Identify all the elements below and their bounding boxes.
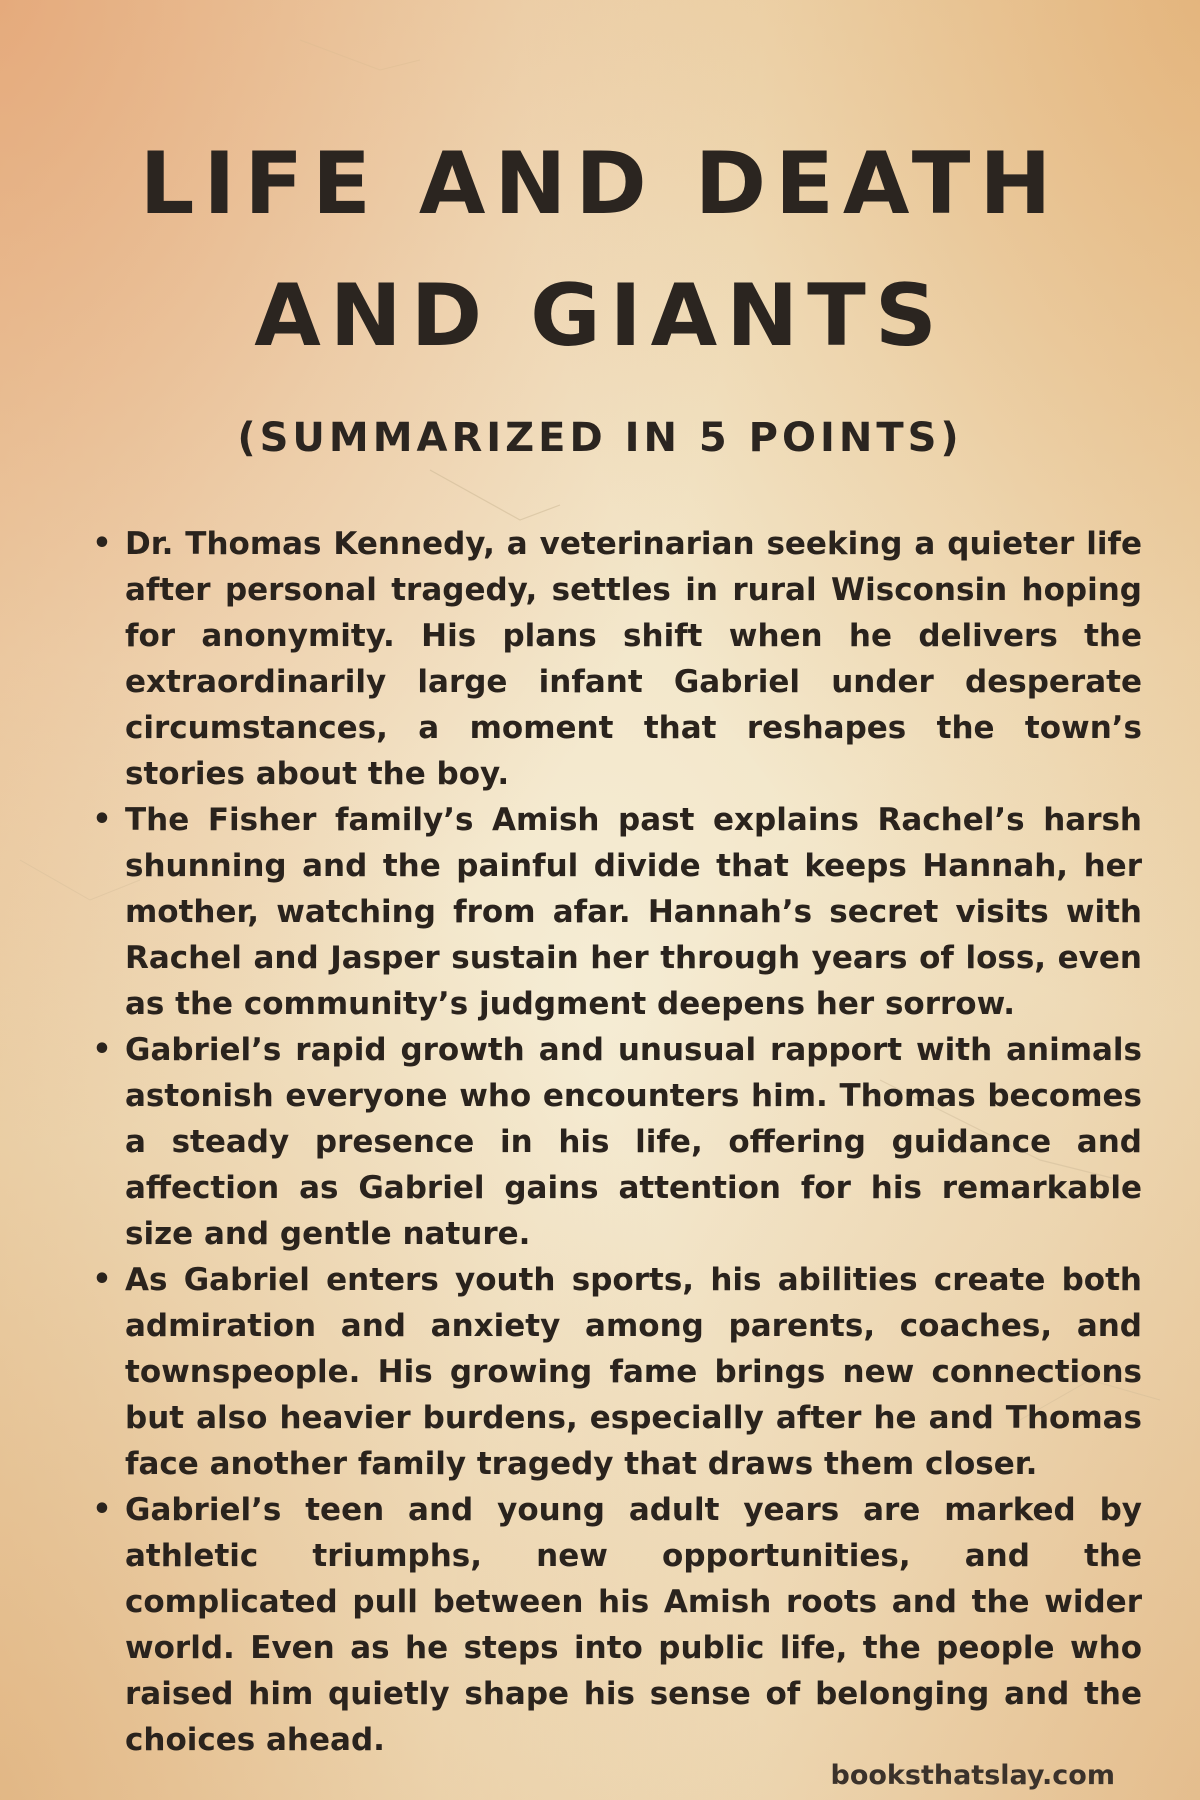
summary-point-text: Gabriel’s teen and young adult years are marked by athletic triumphs, new opportunities, and the complicated pull between his Amish roots and the wider world. Even as he steps into public life, the people who raised him quietly shape his sense of belonging and the choices ahead. (125, 1492, 1142, 1758)
bullet-icon: • (92, 1032, 112, 1067)
summary-point-text: As Gabriel enters youth sports, his abilities create both admiration and anxiety among parents, coaches, and townspeople. His growing fame brings new connections but also heavier burdens, especially after he and Thomas face another family tragedy that draws them closer. (125, 1262, 1142, 1482)
summary-point-text: Dr. Thomas Kennedy, a veterinarian seeking a quieter life after personal tragedy, settles in rural Wisconsin hoping for anonymity. His plans shift when he delivers the extraordinarily large infant Gabriel under desperate circumstances, a moment that reshapes the town’s stories about the boy. (125, 526, 1142, 792)
summary-point-4 (88, 1257, 1142, 1487)
bullet-icon: • (92, 1492, 112, 1527)
bullet-icon: • (92, 1262, 112, 1297)
summary-point-1 (88, 521, 1142, 797)
bullet-icon: • (92, 526, 112, 561)
summary-point-5 (88, 1487, 1142, 1763)
site-watermark: booksthatslay.com (830, 1760, 1115, 1791)
summary-points-list (88, 521, 1142, 1763)
summary-point-text: Gabriel’s rapid growth and unusual rapport with animals astonish everyone who encounters him. Thomas becomes a steady presence in his life, offering guidance and affection as Gabriel gains attention for his remarkable size and gentle nature. (125, 1032, 1142, 1252)
summary-point-3 (88, 1027, 1142, 1257)
bullet-icon: • (92, 802, 112, 837)
summary-point-text: The Fisher family’s Amish past explains Rachel’s harsh shunning and the painful divide that keeps Hannah, her mother, watching from afar. Hannah’s secret visits with Rachel and Jasper sustain her through years of loss, even as the community’s judgment deepens her sorrow. (125, 802, 1142, 1022)
page-title: LIFE AND DEATH AND GIANTS (139, 134, 1061, 366)
summary-point-2 (88, 797, 1142, 1027)
page-subtitle: (SUMMARIZED IN 5 POINTS) (237, 415, 963, 461)
